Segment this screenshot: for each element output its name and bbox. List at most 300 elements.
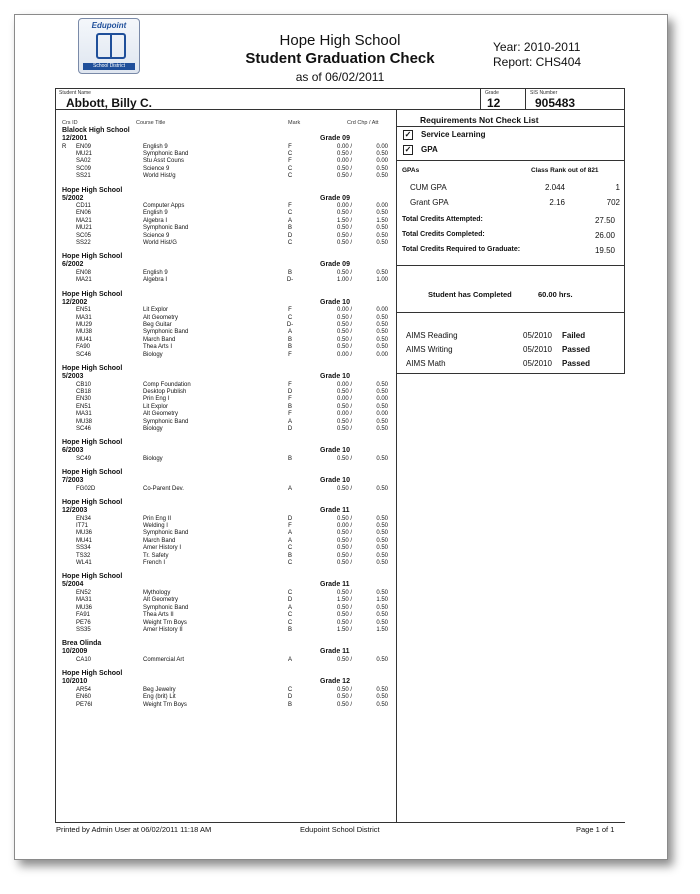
student-name-label: Student Name [59, 90, 91, 96]
school-name-heading: Hope High School [62, 439, 123, 447]
course-credits-attempted: 0.00 / [336, 351, 352, 358]
course-credits-completed: 0.50 [376, 560, 388, 566]
course-credits-attempted: 0.50 / [336, 694, 352, 701]
credits-completed-label: Total Credits Completed: [402, 231, 485, 238]
course-credits-completed: 0.50 [376, 240, 388, 246]
col-credits: Crd Chp / Att [347, 120, 379, 126]
course-title: Computer Apps [143, 203, 185, 209]
course-mark: B [287, 403, 292, 410]
course-credits-completed: 0.00 [376, 307, 388, 314]
aims-divider-bottom [397, 373, 625, 374]
course-mark: C [287, 240, 293, 246]
course-title: Symphonic Band [143, 418, 189, 425]
course-id: MU38 [76, 329, 93, 336]
course-title: Amer History II [143, 626, 183, 633]
course-credits-attempted: 0.50 / [336, 240, 352, 246]
course-credits-completed: 0.50 [376, 232, 388, 239]
course-credits-completed: 0.50 [376, 619, 388, 626]
course-credits-completed: 0.50 [376, 701, 388, 708]
course-mark: F [288, 307, 292, 314]
column-divider [396, 110, 397, 822]
course-mark: A [287, 217, 292, 224]
course-mark: B [287, 269, 292, 276]
course-title: Algebra I [143, 277, 168, 284]
term-grade: Grade 10 [320, 447, 350, 455]
grade-label: Grade [485, 90, 499, 96]
course-mark: B [287, 701, 292, 708]
course-id: CB10 [76, 381, 92, 388]
aims-test-label: AIMS Reading [406, 331, 458, 340]
logo-text: Edupoint [91, 21, 127, 30]
course-credits-completed: 0.50 [376, 388, 388, 395]
course-title: Welding I [143, 523, 168, 529]
course-mark: B [287, 455, 292, 462]
course-mark: C [287, 612, 293, 619]
course-credits-attempted: 0.50 / [336, 403, 352, 410]
course-mark: C [287, 589, 293, 596]
course-credits-completed: 0.50 [376, 425, 388, 432]
course-mark: D [287, 232, 293, 239]
course-mark: C [287, 314, 293, 321]
term-grade: Grade 10 [320, 373, 350, 380]
course-title: Symphonic Band [143, 329, 189, 336]
term-grade: Grade 11 [320, 581, 350, 589]
course-credits-attempted: 0.50 / [336, 225, 352, 232]
credits-attempted-label: Total Credits Attempted: [402, 216, 483, 223]
course-credits-attempted: 0.50 / [336, 515, 352, 522]
course-mark: A [287, 537, 292, 544]
sis-label: SIS Number [530, 90, 558, 96]
course-id: EN30 [76, 396, 92, 403]
course-title: Alt Geometry [143, 411, 179, 418]
course-credits-completed: 0.50 [376, 403, 388, 410]
course-mark: D [287, 597, 293, 604]
course-id: AR54 [76, 686, 92, 693]
school-name-heading: Hope High School [62, 290, 123, 298]
course-credits-attempted: 0.50 / [336, 537, 352, 544]
course-credits-attempted: 0.50 / [336, 173, 352, 180]
course-credits-completed: 0.00 [376, 143, 388, 150]
gpa-value: 2.16 [549, 198, 565, 207]
aims-test-date: 05/2010 [523, 359, 552, 368]
course-title: Beg Guitar [143, 322, 172, 328]
course-title: Biology [143, 425, 163, 432]
course-mark: B [287, 336, 292, 343]
course-title: Comp Foundation [143, 381, 191, 388]
course-title: Commercial Art [143, 656, 185, 663]
course-credits-completed: 0.00 [376, 351, 388, 358]
term-date: 6/2003 [62, 447, 84, 455]
course-id: EN51 [76, 403, 92, 410]
term-grade: Grade 11 [320, 507, 350, 515]
book-icon [96, 33, 126, 59]
course-mark: D [287, 425, 293, 432]
course-title: Science 9 [143, 232, 170, 239]
course-mark: D- [286, 277, 294, 284]
course-id: PE76 [76, 619, 91, 626]
course-mark: B [287, 344, 292, 351]
course-mark: D [287, 388, 293, 395]
grade-divider [480, 88, 481, 110]
course-credits-completed: 0.50 [376, 225, 388, 232]
term-date: 5/2004 [62, 581, 84, 589]
course-mark: F [288, 143, 292, 150]
class-rank-header: Class Rank out of 821 [531, 167, 599, 174]
course-mark: D [287, 515, 293, 522]
term-grade: Grade 10 [320, 477, 350, 485]
course-credits-completed: 0.50 [376, 523, 388, 529]
term-grade: Grade 09 [320, 261, 350, 269]
course-mark: A [287, 656, 292, 663]
aims-test-date: 05/2010 [523, 331, 552, 340]
school-name-heading: Hope High School [62, 499, 123, 507]
course-title: Alt Geometry [143, 597, 179, 604]
aims-test-result: Passed [562, 359, 591, 368]
course-mark: A [287, 485, 292, 492]
course-title: Thea Arts II [143, 612, 174, 619]
term-grade: Grade 09 [320, 194, 350, 202]
course-title: March Band [143, 336, 176, 343]
district-name: Edupoint School District [300, 825, 380, 834]
course-credits-attempted: 0.50 / [336, 232, 352, 239]
course-id: EN34 [76, 515, 92, 522]
course-credits-attempted: 0.50 / [336, 418, 352, 425]
term-grade: Grade 10 [320, 298, 350, 306]
col-crs-id: Crs ID [62, 120, 78, 126]
term-date: 12/2003 [62, 507, 88, 515]
course-title: Lit Explor [143, 307, 169, 314]
course-credits-completed: 0.50 [376, 150, 388, 157]
course-mark: C [287, 686, 293, 693]
requirements-divider [397, 126, 625, 127]
course-title: Algebra I [143, 217, 168, 224]
course-mark: F [288, 381, 292, 388]
course-title: Desktop Publish [143, 388, 187, 395]
term-grade: Grade 12 [320, 678, 350, 686]
course-id: FA90 [76, 344, 91, 351]
aims-divider-top [397, 312, 625, 313]
course-credits-attempted: 0.50 / [336, 701, 352, 708]
course-id: MU21 [76, 150, 93, 157]
course-credits-attempted: 0.50 / [336, 455, 352, 462]
report-year: Year: 2010-2011 [493, 40, 581, 54]
course-mark: C [287, 619, 293, 626]
course-title: French I [143, 560, 166, 566]
term-date: 5/2003 [62, 373, 84, 380]
course-id: MU38 [76, 418, 93, 425]
course-credits-attempted: 0.00 / [336, 203, 352, 209]
course-credits-attempted: 0.50 / [336, 150, 352, 157]
course-mark: B [287, 225, 292, 232]
course-credits-attempted: 0.50 / [336, 322, 352, 328]
school-name-heading: Hope High School [62, 670, 123, 678]
course-title: Eng (brit) Lit [143, 694, 176, 701]
course-id: MU41 [76, 537, 93, 544]
course-credits-attempted: 0.50 / [336, 560, 352, 566]
col-course-title: Course Title [136, 120, 166, 126]
course-credits-completed: 0.50 [376, 165, 388, 172]
course-title: Biology [143, 351, 163, 358]
course-title: Lit Explor [143, 403, 169, 410]
school-name-heading: Hope High School [62, 365, 123, 372]
course-mark: A [287, 418, 292, 425]
course-credits-attempted: 0.00 / [336, 381, 352, 388]
course-credits-completed: 0.50 [376, 694, 388, 701]
check-icon: ✓ [404, 130, 412, 139]
check-icon: ✓ [404, 145, 412, 154]
course-id: MA21 [76, 277, 92, 284]
course-credits-attempted: 0.00 / [336, 523, 352, 529]
course-id: SC49 [76, 455, 92, 462]
course-credits-attempted: 0.50 / [336, 210, 352, 217]
course-credits-completed: 0.50 [376, 329, 388, 336]
course-title: Weight Trn Boys [143, 701, 187, 708]
school-name-heading: Blalock High School [62, 127, 130, 134]
credits-required-label: Total Credits Required to Graduate: [402, 246, 521, 253]
body-left [55, 110, 56, 822]
course-mark: D [287, 694, 293, 701]
report-code: Report: CHS404 [493, 55, 582, 69]
course-credits-attempted: 0.50 / [336, 552, 352, 559]
course-title: English 9 [143, 269, 168, 276]
course-mark: B [287, 626, 292, 633]
service-hours: 60.00 hrs. [538, 290, 573, 299]
course-id: WL41 [76, 560, 92, 566]
course-credits-completed: 0.50 [376, 173, 388, 180]
page-number: Page 1 of 1 [576, 825, 615, 834]
course-credits-completed: 1.50 [376, 597, 388, 604]
course-mark: A [287, 329, 292, 336]
course-credits-completed: 0.50 [376, 686, 388, 693]
course-id: CB18 [76, 388, 92, 395]
course-credits-completed: 0.00 [376, 203, 388, 209]
course-id: FA91 [76, 612, 91, 619]
course-mark: F [288, 396, 292, 403]
course-id: SS21 [76, 173, 91, 180]
course-mark: D- [286, 322, 294, 328]
term-date: 12/2001 [62, 135, 88, 142]
course-credits-attempted: 0.00 / [336, 143, 352, 150]
course-id: MU21 [76, 225, 93, 232]
course-id: SC05 [76, 232, 92, 239]
course-id: MA31 [76, 314, 92, 321]
course-id: CD11 [76, 203, 91, 209]
course-id: FG02D [76, 485, 96, 492]
course-credits-attempted: 0.50 / [336, 425, 352, 432]
gpa-rank: 702 [606, 198, 620, 207]
course-title: English 9 [143, 210, 168, 217]
school-name-heading: Hope High School [62, 469, 123, 477]
course-credits-completed: 0.00 [376, 396, 388, 403]
course-credits-completed: 0.50 [376, 418, 388, 425]
course-id: EN52 [76, 589, 92, 596]
course-credits-attempted: 0.50 / [336, 485, 352, 492]
course-credits-attempted: 0.50 / [336, 612, 352, 619]
course-id: EN09 [76, 143, 92, 150]
course-credits-attempted: 1.50 / [336, 597, 352, 604]
course-credits-completed: 0.00 [376, 411, 388, 418]
course-id: SA02 [76, 158, 91, 165]
district-logo [78, 18, 140, 74]
course-mark: B [287, 552, 292, 559]
course-id: MU29 [76, 322, 93, 328]
term-grade: Grade 11 [320, 648, 350, 656]
course-id: SS22 [76, 240, 91, 246]
course-credits-completed: 0.50 [376, 381, 388, 388]
report-title: Student Graduation Check [245, 50, 435, 67]
course-credits-attempted: 0.50 / [336, 329, 352, 336]
student-box-right [624, 88, 625, 110]
requirement-gpa: GPA [421, 145, 438, 154]
course-mark: F [288, 523, 292, 529]
course-credits-completed: 0.50 [376, 552, 388, 559]
requirements-title: Requirements Not Check List [420, 115, 539, 125]
course-id: EN51 [76, 307, 92, 314]
course-credits-attempted: 0.00 / [336, 307, 352, 314]
course-credits-attempted: 0.50 / [336, 165, 352, 172]
course-credits-completed: 0.50 [376, 589, 388, 596]
gpa-header: GPAs [402, 167, 420, 174]
printed-by: Printed by Admin User at 06/02/2011 11:18 AM [56, 825, 212, 834]
school-name: Hope High School [279, 32, 401, 49]
course-credits-completed: 0.50 [376, 314, 388, 321]
as-of-date: as of 06/02/2011 [295, 70, 385, 84]
course-title: Thea Arts I [143, 344, 173, 351]
course-credits-completed: 1.50 [376, 217, 388, 224]
course-credits-attempted: 0.50 / [336, 656, 352, 663]
credits-required-value: 19.50 [594, 246, 615, 255]
course-title: Alt Geometry [143, 314, 179, 321]
course-id: MU36 [76, 530, 93, 537]
gpa-divider-top [397, 160, 625, 161]
course-title: Biology [143, 455, 163, 462]
course-credits-attempted: 0.50 / [336, 545, 352, 552]
course-credits-completed: 0.50 [376, 530, 388, 537]
credits-completed-value: 26.00 [594, 231, 615, 240]
course-credits-completed: 0.50 [376, 545, 388, 552]
course-title: Mythology [143, 589, 171, 596]
term-date: 12/2002 [62, 298, 88, 306]
course-credits-attempted: 0.50 / [336, 388, 352, 395]
course-credits-completed: 0.50 [376, 537, 388, 544]
course-title: Weight Trn Boys [143, 619, 187, 626]
course-mark: C [287, 560, 293, 566]
gpa-label: Grant GPA [410, 198, 449, 207]
student-box-top [55, 88, 625, 89]
sis-number: 905483 [535, 96, 576, 110]
course-title: Symphonic Band [143, 530, 189, 537]
school-name-heading: Hope High School [62, 186, 123, 194]
course-mark: C [287, 150, 293, 157]
course-title: Prin Eng I [143, 396, 170, 403]
course-mark: C [287, 545, 293, 552]
sis-divider [525, 88, 526, 110]
term-date: 5/2002 [62, 194, 84, 202]
term-date: 7/2003 [62, 477, 84, 485]
course-title: March Band [143, 537, 176, 544]
course-credits-completed: 0.50 [376, 344, 388, 351]
course-mark: F [288, 351, 292, 358]
course-title: World Hist/G [143, 240, 177, 246]
aims-test-label: AIMS Math [406, 359, 446, 368]
course-credits-attempted: 1.50 / [336, 626, 352, 633]
service-text: Student has Completed [428, 290, 512, 299]
term-date: 10/2010 [62, 678, 88, 686]
course-mark: A [287, 604, 292, 611]
course-mark: C [287, 165, 293, 172]
course-title: Co-Parent Dev. [143, 485, 184, 492]
course-credits-completed: 0.50 [376, 604, 388, 611]
course-credits-attempted: 0.00 / [336, 411, 352, 418]
aims-test-result: Passed [562, 345, 591, 354]
course-credits-completed: 1.50 [376, 626, 388, 633]
aims-test-label: AIMS Writing [406, 345, 453, 354]
student-name: Abbott, Billy C. [66, 96, 152, 110]
logo-subtext: School District [83, 63, 135, 70]
student-box-left [55, 88, 56, 110]
course-id: PE76I [76, 701, 93, 708]
credits-attempted-value: 27.50 [594, 216, 615, 225]
course-credits-attempted: 0.50 / [336, 589, 352, 596]
course-credits-attempted: 0.50 / [336, 269, 352, 276]
course-credits-completed: 0.50 [376, 612, 388, 619]
course-title: Tr. Safety [143, 552, 169, 559]
course-credits-attempted: 1.00 / [336, 277, 352, 284]
course-mark: A [287, 530, 292, 537]
course-id: EN08 [76, 269, 92, 276]
course-id: MA31 [76, 411, 92, 418]
course-title: Stu Asst Couns [143, 158, 185, 165]
course-id: SC46 [76, 425, 92, 432]
course-id: SS34 [76, 545, 91, 552]
course-id: SC09 [76, 165, 92, 172]
course-credits-completed: 1.00 [376, 277, 388, 284]
course-credits-completed: 0.50 [376, 210, 388, 217]
course-mark: C [287, 210, 293, 217]
school-name-heading: Hope High School [62, 253, 123, 261]
course-mark: F [288, 158, 292, 165]
course-credits-completed: 0.50 [376, 322, 388, 328]
course-mark: F [288, 203, 292, 209]
requirement-service-learning: Service Learning [421, 130, 486, 139]
course-credits-completed: 0.50 [376, 455, 388, 462]
course-credits-attempted: 0.50 / [336, 530, 352, 537]
gpa-value: 2.044 [544, 183, 565, 192]
course-credits-completed: 0.50 [376, 336, 388, 343]
term-date: 10/2009 [62, 648, 88, 656]
course-title: Science 9 [143, 165, 170, 172]
course-title: Prin Eng II [143, 515, 172, 522]
course-id: CA10 [76, 656, 92, 663]
gpa-label: CUM GPA [410, 183, 447, 192]
course-credits-attempted: 0.00 / [336, 396, 352, 403]
course-title: Amer History I [143, 545, 182, 552]
term-date: 6/2002 [62, 261, 84, 269]
course-credits-completed: 0.50 [376, 269, 388, 276]
course-credits-attempted: 0.50 / [336, 619, 352, 626]
school-name-heading: Hope High School [62, 573, 123, 581]
body-bottom [55, 822, 625, 823]
course-credits-completed: 0.50 [376, 656, 388, 663]
course-id: MU41 [76, 336, 93, 343]
course-credits-attempted: 0.50 / [336, 604, 352, 611]
course-mark: F [288, 411, 292, 418]
course-id: MU36 [76, 604, 93, 611]
course-title: Symphonic Band [143, 604, 189, 611]
course-id: TS32 [76, 552, 91, 559]
course-id: IT71 [76, 523, 89, 529]
course-id: MA21 [76, 217, 92, 224]
